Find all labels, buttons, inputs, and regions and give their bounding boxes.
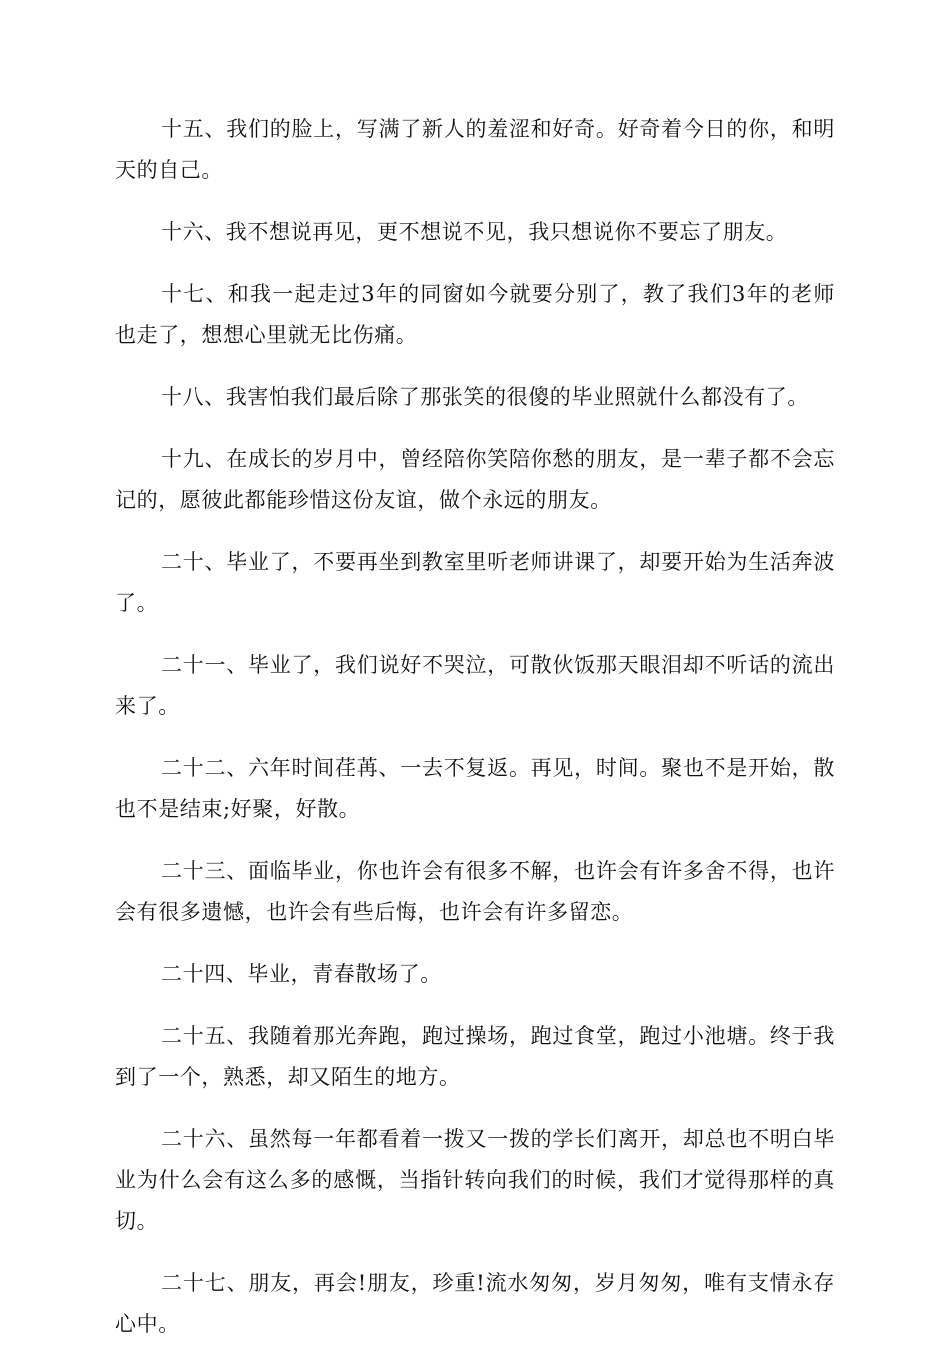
paragraph-19: 十九、在成长的岁月中，曾经陪你笑陪你愁的朋友，是一辈子都不会忘记的，愿彼此都能珍惜这份友谊，做个永远的朋友。	[115, 447, 835, 512]
paragraph-24: 二十四、毕业，青春散场了。	[161, 962, 442, 986]
paragraph-17: 十七、和我一起走过3年的同窗如今就要分别了，教了我们3年的老师也走了，想想心里就无比伤痛。	[115, 282, 835, 347]
paragraph-18: 十八、我害怕我们最后除了那张笑的很傻的毕业照就什么都没有了。	[161, 385, 809, 409]
document-body	[115, 109, 835, 1366]
paragraph-15: 十五、我们的脸上，写满了新人的羞涩和好奇。好奇着今日的你，和明天的自己。	[115, 117, 835, 182]
paragraph-22: 二十二、六年时间荏苒、一去不复返。再见，时间。聚也不是开始，散也不是结束;好聚，好散。	[115, 756, 835, 821]
paragraph-25: 二十五、我随着那光奔跑，跑过操场，跑过食堂，跑过小池塘。终于我到了一个，熟悉，却又陌生的地方。	[115, 1024, 835, 1089]
paragraph-16: 十六、我不想说再见，更不想说不见，我只想说你不要忘了朋友。	[161, 220, 788, 244]
paragraph-20: 二十、毕业了，不要再坐到教室里听老师讲课了，却要开始为生活奔波了。	[115, 550, 835, 615]
paragraph-23: 二十三、面临毕业，你也许会有很多不解，也许会有许多舍不得，也许会有很多遗憾，也许会有些后悔，也许会有许多留恋。	[115, 859, 835, 924]
paragraph-21: 二十一、毕业了，我们说好不哭泣，可散伙饭那天眼泪却不听话的流出来了。	[115, 653, 835, 718]
paragraph-26: 二十六、虽然每一年都看着一拨又一拨的学长们离开，却总也不明白毕业为什么会有这么多的感慨，当指针转向我们的时候，我们才觉得那样的真切。	[115, 1127, 835, 1233]
paragraph-27: 二十七、朋友，再会!朋友，珍重!流水匆匆，岁月匆匆，唯有支情永存心中。	[115, 1271, 835, 1336]
